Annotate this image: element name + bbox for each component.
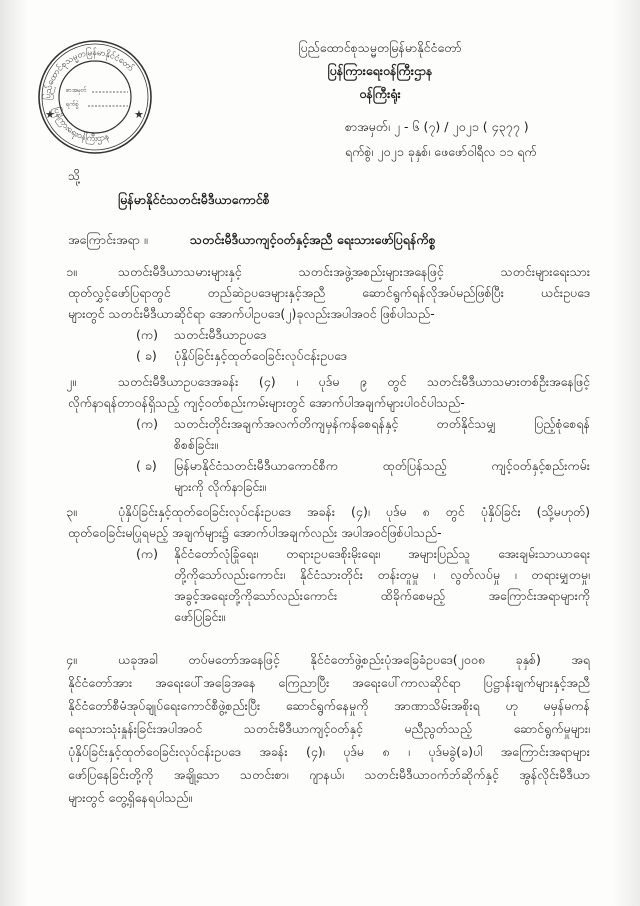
paragraph-line: နိုင်ငံတော်အား အရေးပေါ်အခြေအနေ ကြေညာပြီး အရေးပေါ်ကာလဆိုင်ရာ ပြဋ္ဌာန်းချက်များနှင့်အညီ bbox=[68, 675, 590, 690]
scan-shadow-right bbox=[612, 0, 640, 906]
item-line: နိုင်ငံတော်လုံခြုံရေး၊ တရားဥပဒေစိုးမိုးရေး၊ အများပြည်သူ အေးချမ်းသာယာရေး bbox=[174, 546, 590, 561]
item-label: ( ခ) bbox=[136, 458, 157, 473]
paragraph-number: ၁။ bbox=[66, 264, 77, 279]
paragraph-line: ပုံနှိပ်ခြင်းနှင့်ထုတ်ဝေခြင်းလုပ်ငန်းဥပဒေ အခန်း (၄)၊ ပုဒ်မ ၈ ၊ ပုဒ်မခွဲ(ခ)ပါ အကြောင်းအရာများ bbox=[68, 744, 590, 759]
item-line: ပုံနှိပ်ခြင်းနှင့်ထုတ်ဝေခြင်းလုပ်ငန်းဥပဒေ bbox=[174, 348, 347, 363]
letter-date: ရက်စွဲ၊ ၂၀၂၁ ခုနှစ်၊ ဖေဖော်ဝါရီလ ၁၁ ရက် bbox=[345, 144, 537, 159]
item-line: စိစစ်ခြင်း။ bbox=[174, 437, 219, 452]
recipient-to: သို့ bbox=[68, 168, 81, 183]
seal-star-icon: ★ bbox=[134, 108, 144, 121]
paragraph-number: ၂။ bbox=[66, 374, 76, 389]
item-line: သတင်းမီဒီယာဥပဒေ bbox=[174, 327, 267, 342]
paragraph-line: များတွင် သတင်းမီဒီယာဆိုင်ရာ အောက်ပါဥပဒေ(၂)ခုလည်းအပါအဝင် ဖြစ်ပါသည်- bbox=[68, 306, 435, 321]
header-office: ဝန်ကြီးရုံး bbox=[359, 86, 401, 101]
seal-star-icon: ★ bbox=[45, 108, 55, 121]
paragraph-number: ၃။ bbox=[66, 504, 77, 519]
item-label: (က) bbox=[136, 327, 158, 342]
seal-top-text: ပြည်ထောင်စုသမ္မတမြန်မာနိုင်ငံတော် bbox=[42, 47, 136, 101]
seal-ref-field: စာအမှတ် bbox=[66, 87, 87, 94]
item-line: တို့ကိုသော်လည်းကောင်း၊ နိုင်ငံသားတိုင်း တန်းတူမှု ၊ လွတ်လပ်မှု ၊ တရားမျှတမှု၊ bbox=[174, 567, 590, 582]
header-ministry: ပြန်ကြားရေးဝန်ကြီးဌာန bbox=[327, 63, 433, 78]
item-line: များကို လိုက်နာခြင်း။ bbox=[174, 479, 267, 494]
paragraph-number: ၄။ bbox=[66, 652, 77, 667]
subject-label: အကြောင်းအရာ ။ bbox=[68, 232, 148, 247]
paragraph-line: သတင်းမီဒီယာသမားများနှင့် သတင်းအဖွဲ့အစည်းများအနေဖြင့် သတင်းများရေးသား bbox=[118, 264, 590, 279]
header-state-name: ပြည်ထောင်စုသမ္မတမြန်မာနိုင်ငံတော် bbox=[298, 40, 462, 55]
seal-date-field: ရက်စွဲ bbox=[66, 101, 79, 108]
item-line: သတင်းတိုင်းအချက်အလက်တိကျမှန်ကန်စေရန်နှင့် တတ်နိုင်သမျှ ပြည့်စုံစေရန် bbox=[174, 416, 590, 431]
paragraph-line: ထုတ်လွှင့်ဖော်ပြရာတွင် တည်ဆဲဥပဒေများနှင့်အညီ ဆောင်ရွက်ရန်လိုအပ်မည်ဖြစ်ပြီး ယင်းဥပဒေ bbox=[68, 285, 590, 300]
subject-text: သတင်းမီဒီယာကျင့်ဝတ်နှင့်အညီ ရေးသားဖော်ပြရန်ကိစ္စ bbox=[190, 232, 436, 247]
ministry-seal bbox=[36, 38, 154, 156]
item-line: မြန်မာနိုင်ငံသတင်းမီဒီယာကောင်စီက ထုတ်ပြန်သည့် ကျင့်ဝတ်နှင့်စည်းကမ်း bbox=[174, 458, 590, 473]
reference-number: စာအမှတ်၊ ၂ - ၆ (၇) / ၂၀၂၁ ( ၄၃၇၇ ) bbox=[345, 119, 529, 134]
seal-bottom-text: ပြန်ကြားရေးဝန်ကြီးဌာန bbox=[51, 105, 111, 145]
paragraph-line: များတွင် တွေ့ရှိနေရပါသည်။ bbox=[68, 790, 193, 805]
item-label: ( ခ) bbox=[136, 348, 157, 363]
item-line: အခွင့်အရေးတို့ကိုသော်လည်းကောင်း ထိခိုက်စေမည့် အကြောင်းအရာများကို bbox=[174, 588, 590, 603]
item-label: (က) bbox=[136, 416, 158, 431]
paragraph-line: ရေးသားသုံးနှုန်းခြင်းအပါအဝင် သတင်းမီဒီယာကျင့်ဝတ်နှင့် မညီညွတ်သည့် ဆောင်ရွက်မှုများ၊ bbox=[68, 721, 590, 736]
paragraph-line: နိုင်ငံတော်စီမံအုပ်ချုပ်ရေးကောင်စီဖွဲ့စည်းပြီး ဆောင်ရွက်နေမှုကို အာဏာသိမ်းအစိုးရ ဟု မမှန်မကန် bbox=[68, 698, 590, 713]
paragraph-line: ပုံနှိပ်ခြင်းနှင့်ထုတ်ဝေခြင်းလုပ်ငန်းဥပဒေ အခန်း (၄)၊ ပုဒ်မ ၈ တွင် ပုံနှိပ်ခြင်း (သို့မဟုတ်) bbox=[118, 504, 590, 519]
paragraph-line: ယခုအခါ တပ်မတော်အနေဖြင့် နိုင်ငံတော်ဖွဲ့စည်းပုံအခြေခံဥပဒေ(၂၀၀၈ ခုနှစ်) အရ bbox=[118, 652, 590, 667]
paragraph-line: သတင်းမီဒီယာဥပဒေအခန်း (၄) ၊ ပုဒ်မ ၉ တွင် သတင်းမီဒီယာသမားတစ်ဦးအနေဖြင့် bbox=[118, 374, 590, 389]
paragraph-line: လိုက်နာရန်တာဝန်ရှိသည့် ကျင့်ဝတ်စည်းကမ်းများတွင် အောက်ပါအချက်များပါဝင်ပါသည်- bbox=[68, 395, 465, 410]
item-line: ဖော်ပြခြင်း။ bbox=[174, 609, 226, 624]
recipient-name: မြန်မာနိုင်ငံသတင်းမီဒီယာကောင်စီ bbox=[118, 192, 270, 207]
item-label: (က) bbox=[136, 546, 158, 561]
paragraph-line: ဖော်ပြနေခြင်းတို့ကို အချို့သော သတင်းစာ၊ ဂျာနယ်၊ သတင်းမီဒီယာဝက်ဘ်ဆိုက်နှင့် အွန်လိုင်းမီဒီယာ bbox=[68, 767, 590, 782]
scan-shadow-left bbox=[0, 0, 28, 906]
paragraph-line: ထုတ်ဝေခြင်းမပြုရမည့် အချက်များ၌ အောက်ပါအချက်လည်း အပါအဝင်ဖြစ်ပါသည်- bbox=[68, 525, 442, 540]
